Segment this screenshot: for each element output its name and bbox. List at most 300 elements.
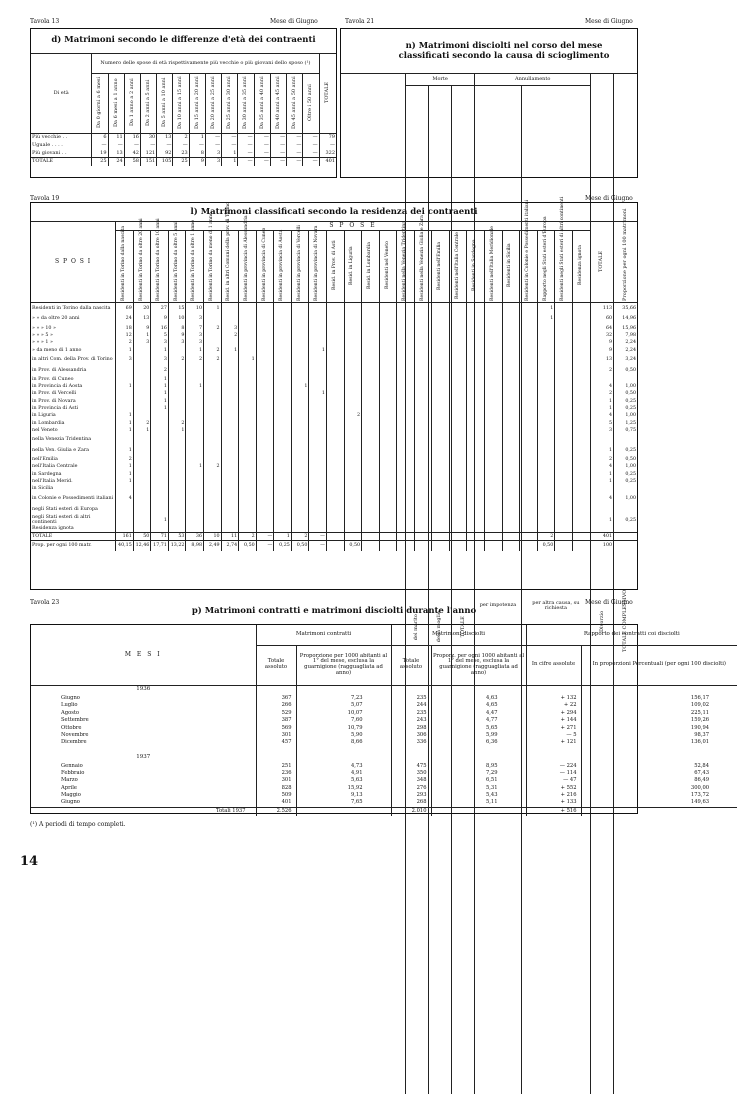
cell [168, 405, 186, 412]
cell [133, 405, 151, 412]
cell: 1 [151, 376, 169, 383]
month-label [31, 778, 256, 785]
cell [572, 456, 590, 463]
cell [572, 405, 590, 412]
cell [256, 515, 274, 526]
cell: 1 [116, 471, 134, 478]
cell [449, 412, 467, 419]
cell [309, 445, 327, 456]
row-label: in Provincia di Aosta [31, 383, 116, 390]
cell [326, 419, 344, 426]
cell: 0,50 [614, 390, 637, 397]
cell [467, 419, 485, 426]
cell [520, 412, 538, 419]
cell [537, 504, 555, 515]
row-label: » » » 5 » [31, 332, 116, 339]
table-l-frame [30, 202, 638, 590]
cell [414, 463, 432, 470]
cell [274, 314, 292, 325]
table-row [31, 405, 637, 412]
cell [344, 390, 362, 397]
cell [309, 354, 327, 365]
table-l-col-label: Residenti in Torino da oltre 20 anni [140, 230, 145, 301]
cell: 475 [391, 763, 431, 770]
cell [397, 419, 415, 426]
cell [362, 405, 380, 412]
cell: 1 [151, 383, 169, 390]
cell [344, 493, 362, 504]
cell: 1,25 [614, 419, 637, 426]
cell [151, 427, 169, 434]
table-l-col-label: Residenti in provincia di Aosta [280, 230, 285, 301]
cell [414, 365, 432, 376]
table-l-col-header [204, 231, 222, 303]
table-n-col-label: TOTALE [461, 85, 466, 1094]
cell: — 5 [526, 732, 581, 739]
cell: 6,36 [431, 739, 526, 746]
cell [449, 478, 467, 485]
cell [555, 434, 573, 445]
cell [344, 376, 362, 383]
cell [432, 471, 450, 478]
cell [520, 493, 538, 504]
table-l-col-label: Residenti nell'Emilia [438, 230, 443, 301]
cell [537, 463, 555, 470]
cell [502, 427, 520, 434]
cell [362, 526, 380, 533]
cell: 9 [189, 158, 205, 166]
cell [485, 405, 503, 412]
table-l-col-header [467, 231, 485, 303]
cell [256, 325, 274, 332]
cell: 2 [239, 533, 257, 540]
cell: — [319, 142, 336, 150]
cell [467, 412, 485, 419]
cell [414, 383, 432, 390]
cell [432, 427, 450, 434]
cell [239, 471, 257, 478]
cell [204, 365, 222, 376]
cell: 3 [151, 339, 169, 346]
cell [572, 346, 590, 353]
cell [485, 325, 503, 332]
cell: 2,24 [614, 339, 637, 346]
table-p-subheader: Proporz. per ogni 1000 abitanti al 1° del mese, esclusa la guarnigione (ragguagliata ad anno) [431, 645, 526, 685]
year-row [31, 685, 737, 695]
month-label [31, 785, 256, 792]
cell: 1 [590, 445, 613, 456]
cell [291, 504, 309, 515]
cell: 60 [590, 314, 613, 325]
cell [502, 471, 520, 478]
cell: 1 [151, 398, 169, 405]
table-l-col-header [168, 231, 186, 303]
cell: 10,79 [296, 725, 391, 732]
table-d-col-header [303, 74, 319, 134]
cell [572, 390, 590, 397]
row-label: » » » 1 » [31, 339, 116, 346]
cell [502, 445, 520, 456]
cell [502, 376, 520, 383]
cell [326, 390, 344, 397]
cell: 225,11 [581, 710, 737, 717]
cell [502, 303, 520, 314]
month-name: Febbraio [61, 770, 84, 776]
cell [502, 346, 520, 353]
cell [116, 405, 134, 412]
cell [168, 383, 186, 390]
cell [151, 504, 169, 515]
table-d-col-header [124, 74, 140, 134]
cell [274, 376, 292, 383]
cell [449, 515, 467, 526]
cell [204, 376, 222, 383]
cell [449, 303, 467, 314]
cell: 3,24 [614, 354, 637, 365]
table-row [31, 485, 637, 492]
table-p-col-mesi: M E S I [31, 625, 256, 685]
cell [186, 471, 204, 478]
table-l-col-label: Residenti in Torino da oltre 5 anni [175, 230, 180, 301]
cell [432, 303, 450, 314]
cell [520, 478, 538, 485]
cell [502, 456, 520, 463]
table-row [31, 533, 637, 540]
month-label [31, 702, 256, 709]
cell [274, 526, 292, 533]
cell [502, 339, 520, 346]
cell: 2 [116, 339, 134, 346]
cell [362, 346, 380, 353]
cell: 11 [108, 134, 124, 142]
table-row [31, 540, 637, 551]
cell: 1,00 [614, 412, 637, 419]
cell [344, 526, 362, 533]
cell [520, 332, 538, 339]
cell: 0,25 [614, 471, 637, 478]
cell [186, 376, 204, 383]
cell [239, 445, 257, 456]
cell: 8,95 [431, 763, 526, 770]
cell [537, 365, 555, 376]
cell [326, 354, 344, 365]
cell [572, 314, 590, 325]
cell [590, 434, 613, 445]
cell [397, 354, 415, 365]
cell [116, 434, 134, 445]
cell [362, 456, 380, 463]
table-l-col-header [151, 231, 169, 303]
cell: 0,25 [614, 445, 637, 456]
cell [291, 376, 309, 383]
cell: 7,65 [296, 800, 391, 807]
cell: — [309, 533, 327, 540]
cell [467, 383, 485, 390]
cell: — [205, 134, 221, 142]
cell [274, 354, 292, 365]
cell [502, 533, 520, 540]
cell [274, 434, 292, 445]
row-label: negli Stati esteri di Europa [31, 504, 116, 515]
cell: 105 [157, 158, 173, 166]
cell: 5 [151, 332, 169, 339]
table-l-col-header [432, 231, 450, 303]
cell [239, 493, 257, 504]
table-d-col-header [173, 74, 189, 134]
cell [467, 303, 485, 314]
cell [555, 390, 573, 397]
table-d-col-header [270, 74, 286, 134]
cell: — [124, 142, 140, 150]
cell [274, 504, 292, 515]
cell [467, 325, 485, 332]
cell [291, 434, 309, 445]
cell [432, 540, 450, 551]
table-l-col-label: Residenti nella Venezia Tridentina [403, 230, 408, 301]
cell [186, 515, 204, 526]
cell [572, 354, 590, 365]
cell: 4,73 [296, 763, 391, 770]
table-row [31, 325, 637, 332]
cell [555, 478, 573, 485]
table-row [31, 445, 637, 456]
cell: 350 [391, 770, 431, 777]
cell: — [256, 540, 274, 551]
cell: 336 [391, 739, 431, 746]
month-label [31, 710, 256, 717]
cell: 2 [204, 346, 222, 353]
cell [239, 456, 257, 463]
cell: — [108, 142, 124, 150]
row-label: in Provincia di Asti [31, 405, 116, 412]
cell: 2 [590, 390, 613, 397]
table-l-col-label: Residenti nella Venezia Giulia e Zara [421, 230, 426, 301]
cell: 156,17 [581, 695, 737, 702]
table-row [31, 365, 637, 376]
table-row [31, 376, 637, 383]
month-label [31, 770, 256, 777]
cell [520, 504, 538, 515]
table-row [31, 515, 637, 526]
cell [449, 419, 467, 426]
cell: 5,43 [431, 792, 526, 799]
cell [239, 434, 257, 445]
cell [186, 427, 204, 434]
cell: 69 [116, 303, 134, 314]
cell [555, 427, 573, 434]
cell [362, 383, 380, 390]
cell [274, 365, 292, 376]
table-l-col-header [133, 231, 151, 303]
cell: 2 [151, 365, 169, 376]
table-l-col-header [537, 231, 555, 303]
cell [274, 471, 292, 478]
cell [590, 526, 613, 533]
cell [414, 325, 432, 332]
cell [256, 354, 274, 365]
cell [326, 434, 344, 445]
cell [344, 398, 362, 405]
cell [379, 471, 397, 478]
cell: 1 [309, 390, 327, 397]
cell: 10 [186, 303, 204, 314]
cell [362, 471, 380, 478]
cell [133, 434, 151, 445]
table-d-col-header [189, 74, 205, 134]
cell [537, 325, 555, 332]
cell [379, 339, 397, 346]
row-label: Più vecchie . . [31, 134, 92, 142]
cell [239, 485, 257, 492]
cell: — [254, 158, 270, 166]
table-d-title: d) Matrimoni secondo le differenze d'età dei contraenti [31, 35, 336, 45]
table-l [31, 221, 637, 551]
cell [555, 471, 573, 478]
cell [151, 456, 169, 463]
cell: 98,37 [581, 732, 737, 739]
row-label: in Lombardia [31, 419, 116, 426]
month-name: Aprile [61, 785, 77, 791]
cell [221, 419, 239, 426]
cell [379, 456, 397, 463]
cell [414, 390, 432, 397]
cell [344, 339, 362, 346]
cell [432, 493, 450, 504]
cell [186, 485, 204, 492]
table-row [31, 732, 737, 739]
cell [133, 365, 151, 376]
table-p-group-disciolti: Matrimoni disciolti [391, 625, 526, 645]
cell [572, 427, 590, 434]
cell: 1 [221, 346, 239, 353]
cell [221, 383, 239, 390]
cell [133, 383, 151, 390]
cell: 0,50 [614, 456, 637, 463]
cell: 1 [116, 412, 134, 419]
cell [291, 390, 309, 397]
cell: 15,96 [614, 325, 637, 332]
cell [309, 478, 327, 485]
cell [379, 390, 397, 397]
cell [204, 332, 222, 339]
table-p-frame [30, 624, 638, 814]
cell: 3 [151, 354, 169, 365]
cell [326, 346, 344, 353]
cell [309, 434, 327, 445]
cell [274, 390, 292, 397]
cell: 4 [590, 493, 613, 504]
table-l-col-header [274, 231, 292, 303]
cell [168, 346, 186, 353]
cell [256, 332, 274, 339]
cell [133, 398, 151, 405]
cell [432, 332, 450, 339]
cell [397, 365, 415, 376]
table-d-col-label: Da 15 anni a 20 anni [195, 73, 200, 132]
footnote: (¹) A periodi di tempo completi. [30, 822, 126, 829]
cell [186, 365, 204, 376]
cell: 3 [205, 150, 221, 158]
row-label: in Sicilia [31, 485, 116, 492]
cell [326, 540, 344, 551]
row-label: nell'Italia Merid. [31, 478, 116, 485]
table-row [31, 763, 737, 770]
table-row [31, 398, 637, 405]
cell [204, 504, 222, 515]
cell [151, 471, 169, 478]
cell [116, 515, 134, 526]
cell [572, 533, 590, 540]
cell [432, 390, 450, 397]
cell: 1 [309, 346, 327, 353]
cell: 2 [204, 463, 222, 470]
table-l-col-header [344, 231, 362, 303]
cell [326, 365, 344, 376]
table-d-col-header [205, 74, 221, 134]
cell [326, 515, 344, 526]
cell: 7,29 [431, 770, 526, 777]
cell: 1 [116, 463, 134, 470]
cell [326, 325, 344, 332]
cell [414, 533, 432, 540]
cell [485, 346, 503, 353]
cell: 86,49 [581, 778, 737, 785]
cell [414, 405, 432, 412]
cell [291, 485, 309, 492]
cell: 151 [140, 158, 156, 166]
cell [168, 463, 186, 470]
cell [326, 533, 344, 540]
cell: 1,00 [614, 493, 637, 504]
cell [239, 325, 257, 332]
month-name: Settembre [61, 717, 89, 723]
cell [449, 325, 467, 332]
table-n-sub-impotenza: per impotenza [475, 86, 521, 1094]
cell: 9 [590, 339, 613, 346]
cell: 348 [391, 778, 431, 785]
cell: 2 [537, 533, 555, 540]
cell [221, 427, 239, 434]
cell [204, 419, 222, 426]
cell: 0,50 [614, 365, 637, 376]
cell [537, 427, 555, 434]
cell [449, 485, 467, 492]
cell [344, 478, 362, 485]
row-label: in Liguria [31, 412, 116, 419]
cell [309, 412, 327, 419]
cell [467, 463, 485, 470]
table-l-col-header [614, 222, 637, 303]
cell [397, 445, 415, 456]
cell [485, 504, 503, 515]
cell [168, 434, 186, 445]
cell [572, 332, 590, 339]
cell: — 224 [526, 763, 581, 770]
cell [133, 346, 151, 353]
cell: 4 [590, 383, 613, 390]
cell: 40,15 [116, 540, 134, 551]
cell [397, 478, 415, 485]
cell [432, 434, 450, 445]
month-label [31, 725, 256, 732]
cell [362, 398, 380, 405]
cell [362, 427, 380, 434]
cell [379, 493, 397, 504]
month-label [31, 763, 256, 770]
cell: 1 [186, 463, 204, 470]
cell: 2.526 [256, 807, 296, 816]
cell [344, 515, 362, 526]
